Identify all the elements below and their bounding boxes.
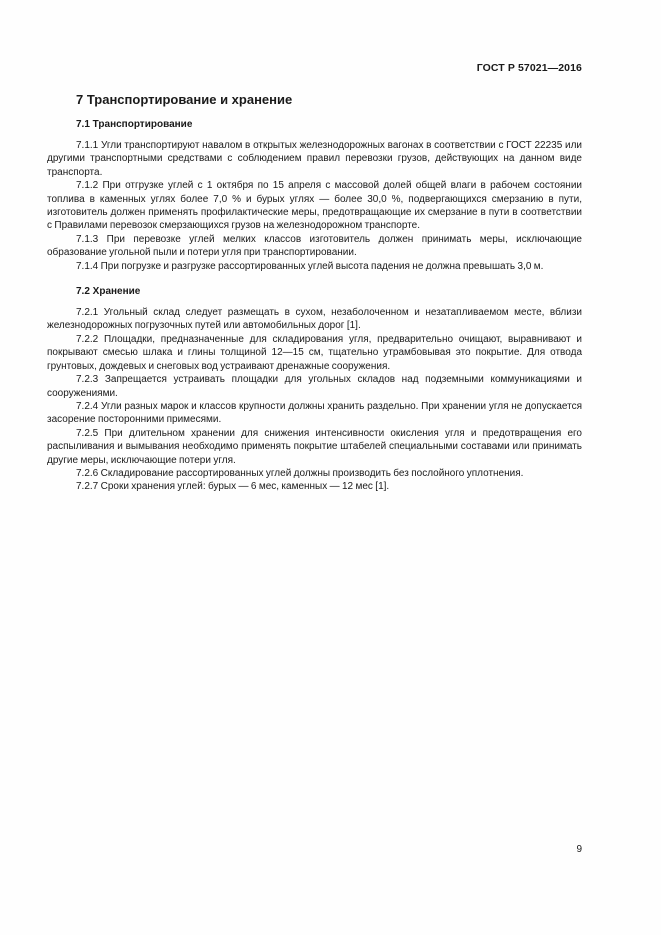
page-number: 9 xyxy=(576,844,582,855)
paragraph-7-2-7: 7.2.7 Сроки хранения углей: бурых — 6 мес, каменных — 12 мес [1]. xyxy=(76,481,390,493)
subsection-heading: 7.2 Хранение xyxy=(76,286,141,298)
paragraph-7-2-2: 7.2.2 Площадки, предназначенные для складирования угля, предварительно очищают, выравнивают и покрывают смесью шлака и глины толщиной 12—15 см, тщательно утрамбовывая это покрытие. Для отвода грунтовых, дождевых и снеговых вод устраивают дренажные сооружения. xyxy=(47,333,582,372)
paragraph-7-2-5: 7.2.5 При длительном хранении для снижения интенсивности окисления угля и предотвращения его распыливания и вымывания необходимо применять покрытие штабелей специальными составами или принимать другие меры, исключающие потери угля. xyxy=(47,427,582,466)
document-body xyxy=(47,92,582,494)
paragraph-7-2-6: 7.2.6 Складирование рассортированных углей должны производить без послойного уплотнения. xyxy=(76,467,524,479)
paragraph-7-2-4: 7.2.4 Угли разных марок и классов крупности должны хранить раздельно. При хранении угля не допускается засорение посторонними примесями. xyxy=(47,400,582,426)
paragraph-7-2-1: 7.2.1 Угольный склад следует размещать в сухом, незаболоченном и незатапливаемом месте, вблизи железнодорожных погрузочных путей или автомобильных дорог [1]. xyxy=(47,307,582,332)
paragraph-7-2-3: 7.2.3 Запрещается устраивать площадки для угольных складов над подземными коммуникациями и сооружениями. xyxy=(47,374,582,399)
subsection-transport xyxy=(47,118,582,273)
paragraph-7-1-3: 7.1.3 При перевозке углей мелких классов изготовитель должен принимать меры, исключающие образование угольной пыли и потери угля при транспортировании. xyxy=(47,233,582,259)
paragraph-7-1-4: 7.1.4 При погрузке и разгрузке рассортированных углей высота падения не должна превышать 3,0 м. xyxy=(76,260,544,272)
subsection-storage xyxy=(47,285,582,494)
subsection-heading: 7.1 Транспортирование xyxy=(76,119,193,130)
section-heading: 7 Транспортирование и хранение xyxy=(76,92,293,107)
standard-designation: ГОСТ Р 57021—2016 xyxy=(476,62,582,74)
paragraph-7-1-2: 7.1.2 При отгрузке углей с 1 октября по 15 апреля с массовой долей общей влаги в рабочем состоянии топлива в каменных углях более 7,0 % и бурых углях — более 30,0 %, подвергающихся смерзанию в пути, изготовитель должен применять профилактические меры, предотвращающие их смерзание в пути в соответствии с Правилами перевозок смерзающихся грузов на железнодорожном транспорте. xyxy=(47,180,582,232)
paragraph-7-1-1: 7.1.1 Угли транспортируют навалом в открытых железнодорожных вагонах в соответствии с ГОСТ 22235 или другими транспортными средствами с соблюдением правил перевозки грузов, действующих на данном виде транспорта. xyxy=(47,140,582,178)
